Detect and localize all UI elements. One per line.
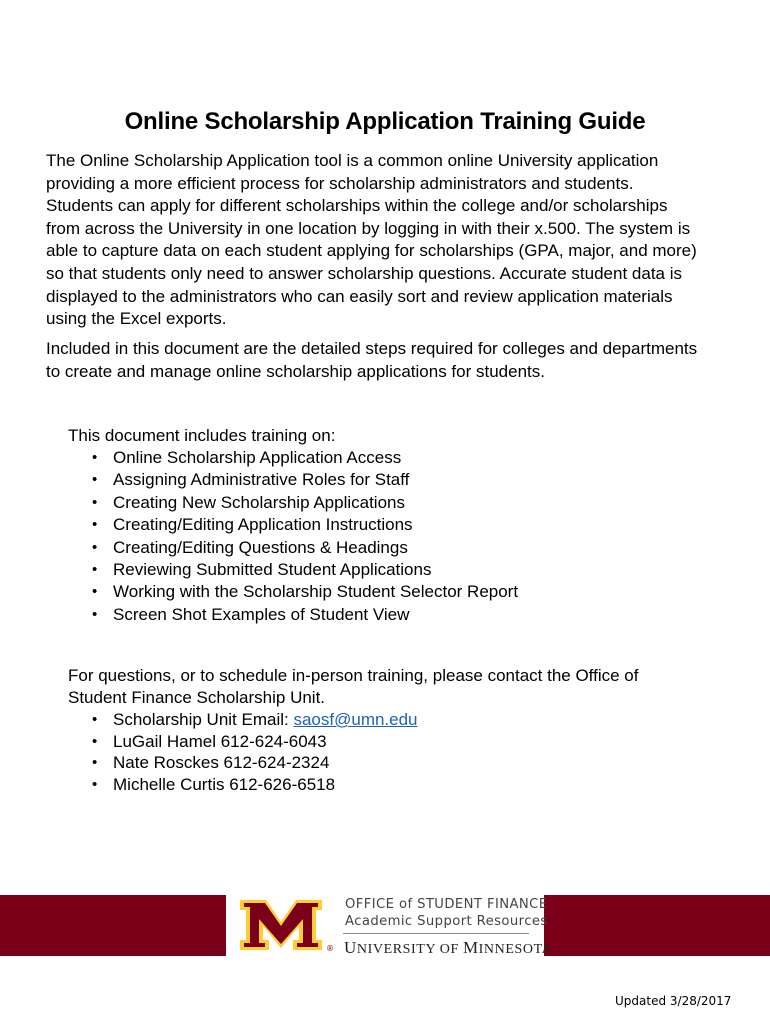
contact-email-item [68,709,418,731]
footer-maroon-bar-right [544,895,770,956]
university-initial-m: M [462,938,479,957]
bullet-icon: • [92,775,98,793]
footer-divider [343,933,529,934]
email-link[interactable]: saosf@umn.edu [293,710,418,729]
included-line: to create and manage online scholarship applications for students. [46,361,545,381]
email-label: Scholarship Unit Email: [113,710,294,729]
list-item [68,537,518,559]
list-item [68,559,518,581]
contact-person: Michelle Curtis 612-626-6518 [113,774,336,794]
intro-line: Students can apply for different scholarships within the college and/or scholarships [46,196,668,216]
bullet-icon: • [92,732,98,750]
list-item-label: Creating/Editing Application Instructions [113,515,413,535]
office-name: OFFICE of STUDENT FINANCE [345,897,548,912]
university-word-1: NIVERSITY OF [356,942,463,957]
contact-person: LuGail Hamel 612-624-6043 [113,731,327,751]
contact-line: Student Finance Scholarship Unit. [68,688,326,707]
bullet-icon: • [92,449,98,466]
university-name [344,938,552,958]
list-item-label: Assigning Administrative Roles for Staff [113,470,410,490]
university-word-2: INNESOTA [478,942,553,957]
bullet-icon: • [92,754,98,772]
office-subtitle: Academic Support Resources [345,914,548,929]
intro-line: from across the University in one location by logging in with their x.500. The system is [46,218,691,238]
list-item [68,581,518,603]
intro-line: so that students only need to answer scholarship questions. Accurate student data is [46,263,682,283]
training-heading: This document includes training on: [68,426,336,445]
bullet-icon: • [92,538,98,556]
registered-mark: ® [326,944,334,953]
contact-person-item [68,774,418,796]
list-item-label: Working with the Scholarship Student Selector Report [113,582,519,602]
list-item-label: Creating New Scholarship Applications [113,492,405,512]
intro-line: using the Excel exports. [46,309,227,329]
contact-list [68,709,418,795]
contact-person-item [68,752,418,774]
contact-line: For questions, or to schedule in-person training, please contact the Office of [68,666,639,685]
list-item [68,514,518,536]
intro-line: able to capture data on each student applying for scholarships (GPA, major, and more) [46,241,697,261]
bullet-icon: • [92,605,98,623]
bullet-icon: • [92,493,98,511]
list-item [68,469,518,491]
bullet-icon: • [92,516,98,534]
intro-paragraph [46,150,736,331]
included-paragraph [46,338,736,383]
list-item-label: Screen Shot Examples of Student View [113,604,410,624]
university-block-m-logo-icon [238,896,334,954]
list-item [68,492,518,514]
contact-person-item [68,731,418,753]
intro-line: displayed to the administrators who can easily sort and review application materials [46,286,673,306]
bullet-icon: • [92,583,98,601]
bullet-icon: • [92,471,98,489]
contact-person: Nate Rosckes 612-624-2324 [113,753,330,773]
list-item-label: Online Scholarship Application Access [113,448,402,467]
included-line: Included in this document are the detailed steps required for colleges and departments [46,339,698,358]
list-item-label: Creating/Editing Questions & Headings [113,537,408,557]
contact-paragraph [68,665,638,709]
footer-maroon-bar-left [0,895,226,956]
bullet-icon: • [92,711,98,728]
list-item [68,447,518,469]
updated-date: Updated 3/28/2017 [615,994,732,1008]
training-list [68,447,518,626]
list-item-label: Reviewing Submitted Student Applications [113,559,432,579]
bullet-icon: • [92,560,98,578]
university-initial-u: U [344,938,357,957]
intro-line: providing a more efficient process for scholarship administrators and students. [46,173,634,193]
document-title: Online Scholarship Application Training Guide [124,108,646,135]
intro-line: The Online Scholarship Application tool is a common online University application [46,151,659,170]
list-item [68,604,518,626]
